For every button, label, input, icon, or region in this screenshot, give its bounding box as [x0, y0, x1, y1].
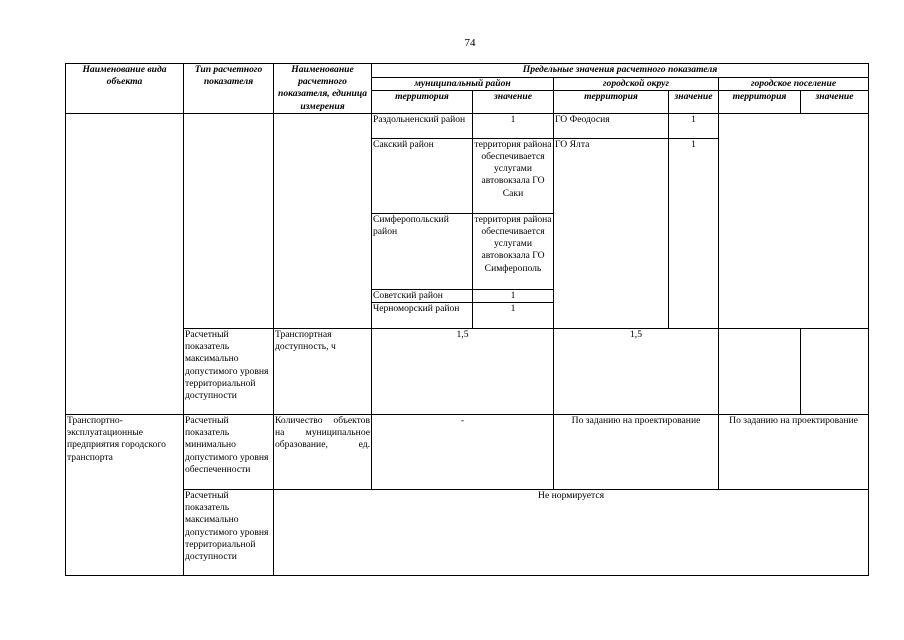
accessibility-municipal-value: 1,5 — [372, 329, 554, 415]
header-limit-values: Предельные значения расчетного показателя — [372, 64, 869, 78]
enterprise-municipal-value: - — [372, 415, 554, 490]
header-indicator-name: Наименование расчетного показателя, единица измерения — [274, 64, 372, 114]
accessibility-settlement-value — [801, 329, 869, 415]
enterprise-access-value: Не нормируется — [274, 490, 869, 576]
header-value-settlement: значение — [801, 91, 869, 114]
district-value: 1 — [473, 303, 554, 329]
enterprise-settlement-value: По заданию на проектирование — [719, 415, 869, 490]
page-number: 74 — [464, 37, 476, 49]
header-object-type: Наименование вида объекта — [66, 64, 184, 114]
city-district-territory: ГО Ялта — [554, 138, 669, 328]
enterprise-indicator-type: Расчетный показатель минимально допустимого уровня обеспеченности — [184, 415, 274, 490]
header-indicator-type: Тип расчетного показателя — [184, 64, 274, 114]
enterprise-access-indicator-type: Расчетный показатель максимально допустимого уровня территориальной доступности — [184, 490, 274, 576]
city-district-territory: ГО Феодосия — [554, 113, 669, 138]
header-territory-city: территория — [554, 91, 669, 114]
city-district-value: 1 — [669, 138, 719, 328]
header-territory-municipal: территория — [372, 91, 473, 114]
accessibility-settlement-territory — [719, 329, 801, 415]
enterprise-city-value: По заданию на проектирование — [554, 415, 719, 490]
district-territory: Симферопольский район — [372, 213, 473, 289]
norms-table — [65, 63, 869, 576]
accessibility-indicator-name: Транспортная доступность, ч — [274, 329, 372, 415]
header-urban-settlement: городское поселение — [719, 77, 869, 91]
enterprise-object-name: Транспортно-эксплуатационные предприятия городского транспорта — [66, 415, 184, 576]
indicator-type-cell-continued — [184, 113, 274, 328]
header-municipal-district: муниципальный район — [372, 77, 554, 91]
header-value-municipal: значение — [473, 91, 554, 114]
object-type-cell-continued — [66, 113, 184, 414]
district-value: 1 — [473, 113, 554, 138]
indicator-name-cell-continued — [274, 113, 372, 328]
district-value: территория района обеспечивается услугами автовокзала ГО Симферополь — [473, 213, 554, 289]
district-territory: Черноморский район — [372, 303, 473, 329]
accessibility-indicator-type: Расчетный показатель максимально допустимого уровня территориальной доступности — [184, 329, 274, 415]
header-territory-settlement: территория — [719, 91, 801, 114]
settlement-empty-cell — [719, 113, 869, 328]
accessibility-city-value: 1,5 — [554, 329, 719, 415]
district-territory: Советский район — [372, 289, 473, 302]
header-city-district: городской округ — [554, 77, 719, 91]
city-district-value: 1 — [669, 113, 719, 138]
district-value: 1 — [473, 289, 554, 302]
district-value: территория района обеспечивается услугами автовокзала ГО Саки — [473, 138, 554, 213]
district-territory: Раздольненский район — [372, 113, 473, 138]
enterprise-indicator-name: Количество объектов на муниципальное образование, ед. — [274, 415, 372, 490]
district-territory: Сакский район — [372, 138, 473, 213]
header-value-city: значение — [669, 91, 719, 114]
